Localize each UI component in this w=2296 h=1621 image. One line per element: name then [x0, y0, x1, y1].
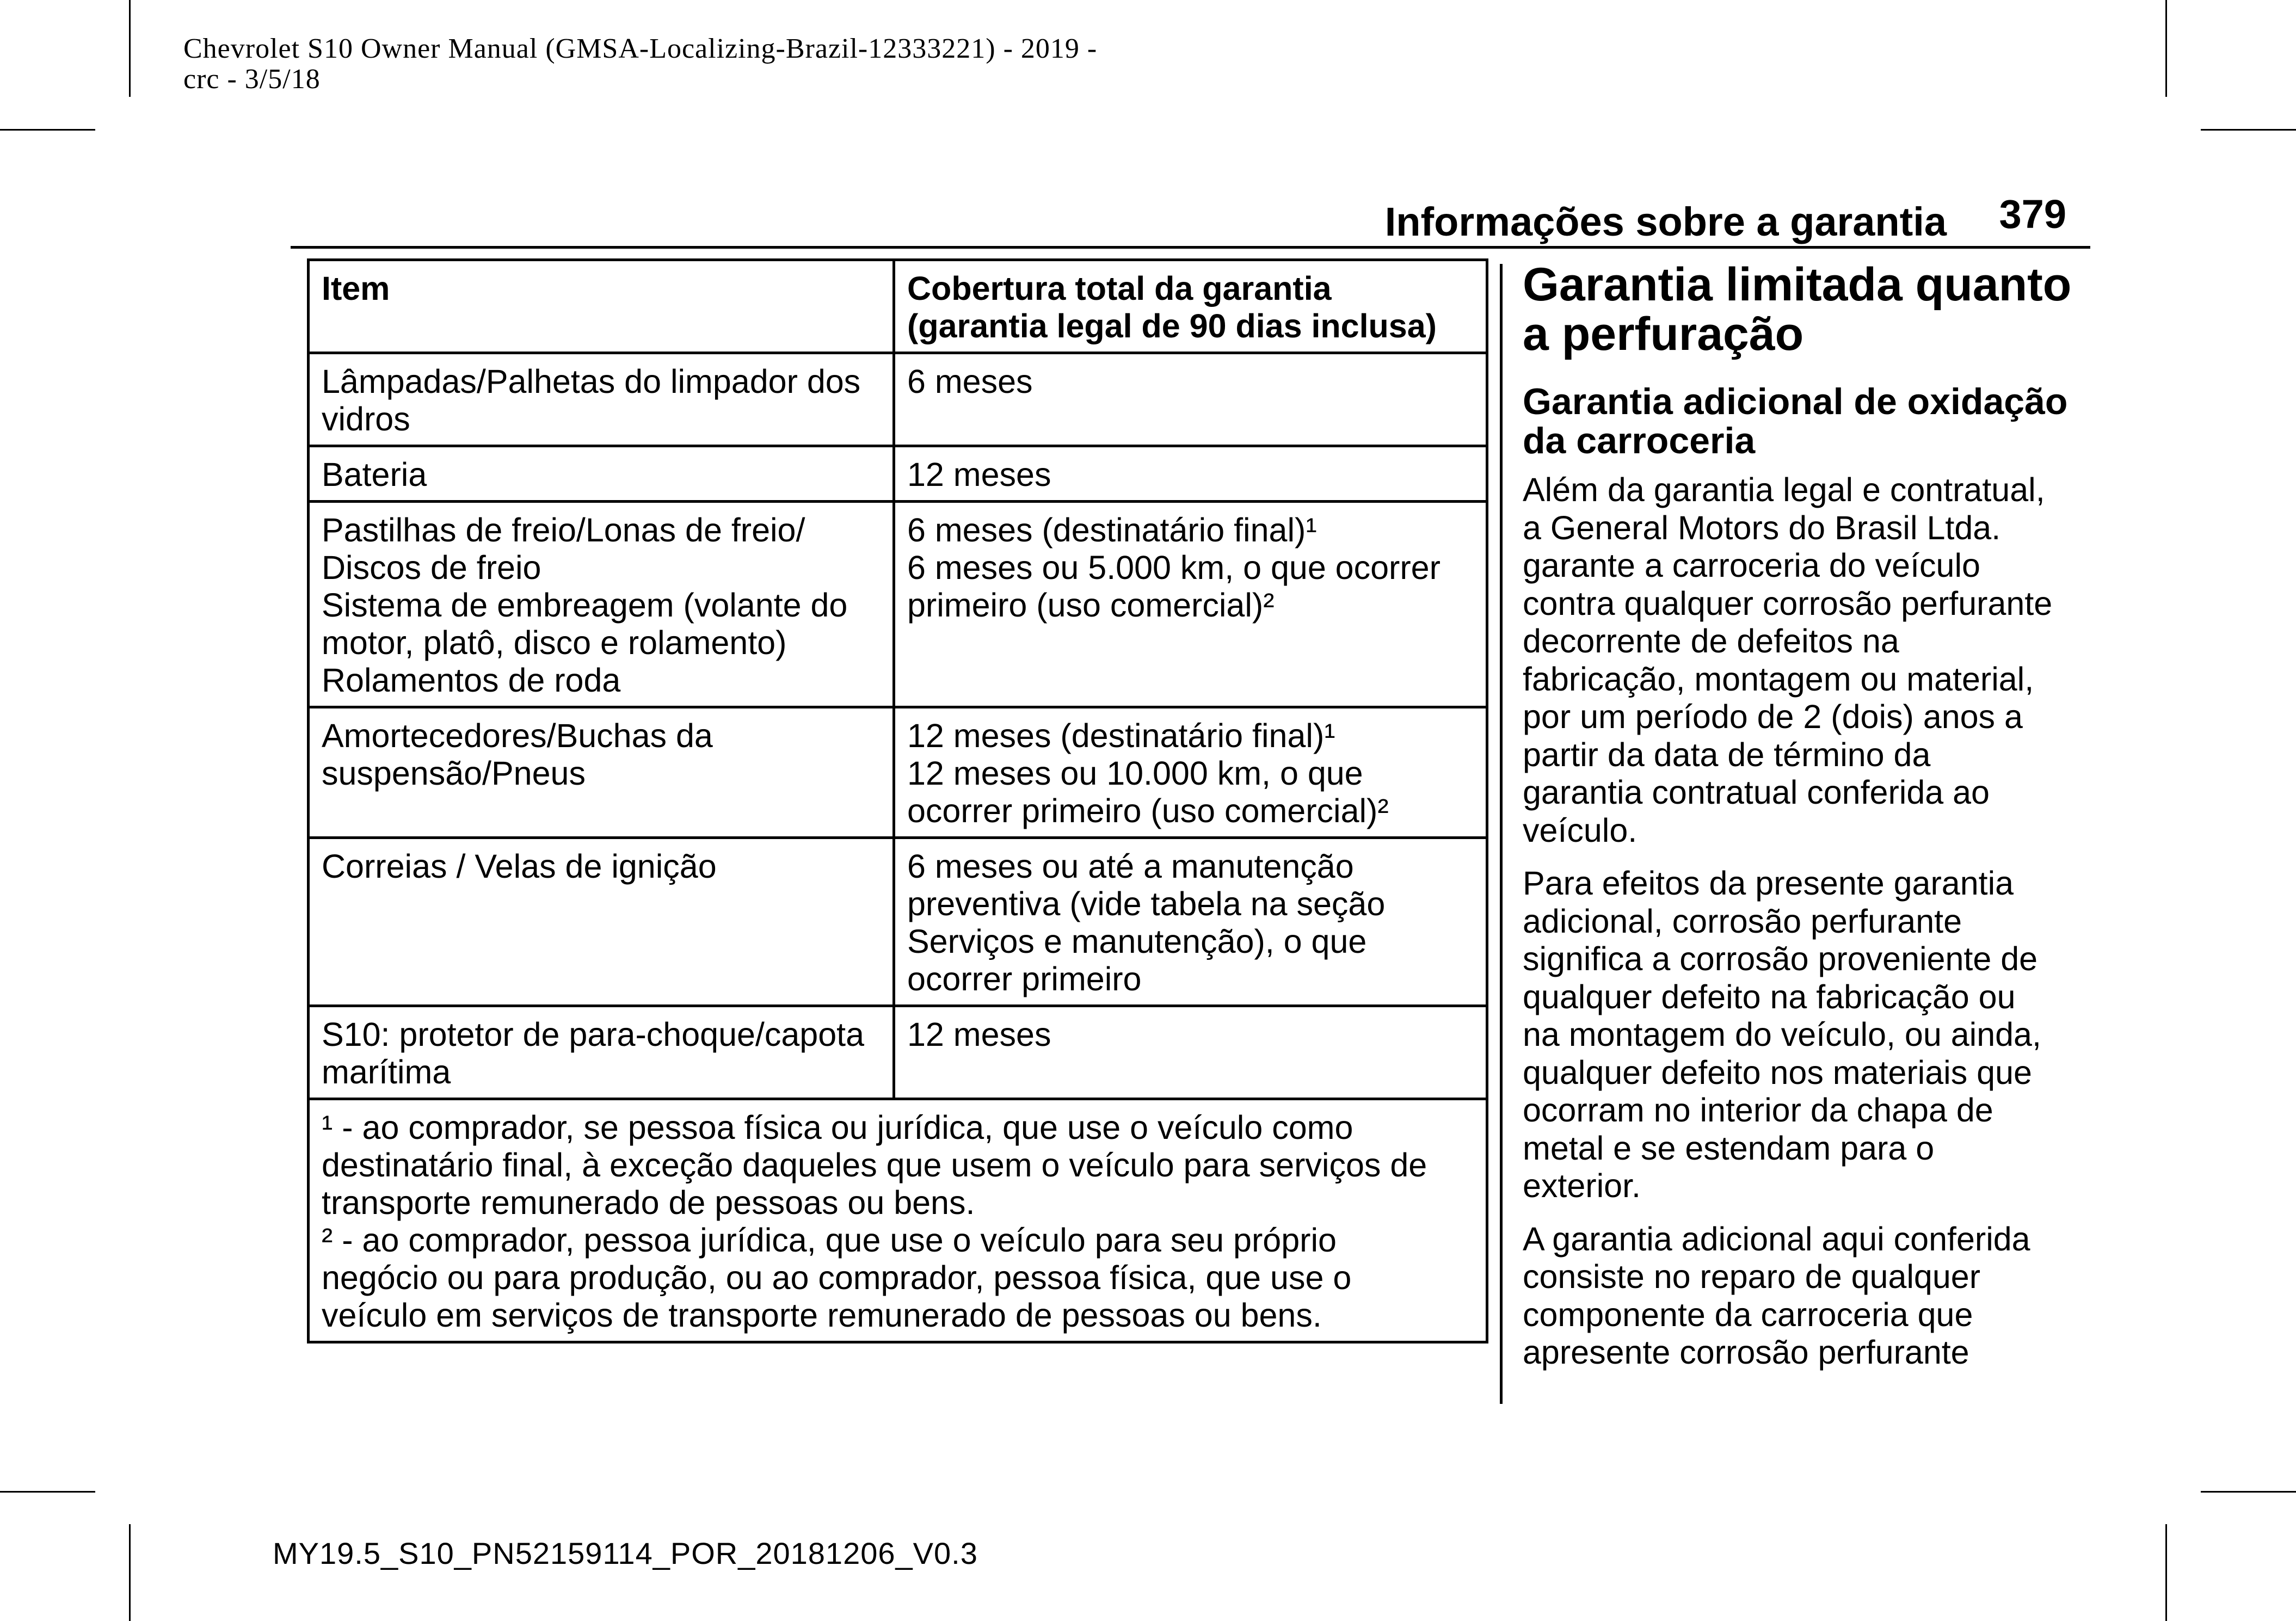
- paragraph: A garantia adicional aqui conferida consiste no reparo de qualquer componente da carroceria que apresente corrosão perfurante: [1523, 1220, 2030, 1371]
- header-coverage-line: (garantia legal de 90 dias inclusa): [907, 307, 1437, 344]
- coverage-cell: 6 meses (destinatário final)¹ 6 meses ou 5.000 km, o que ocorrer primeiro (uso comercial)²: [894, 502, 1487, 707]
- table-row: [309, 838, 1487, 1006]
- paragraph: Além da garantia legal e contratual, a General Motors do Brasil Ltda. garante a carroceria do veículo contra qualquer corrosão perfurante decorrente de defeitos na fabricação, montagem ou material, por um período de 2 (dois) anos a partir da data de término da garantia contratual conferida ao veículo.: [1523, 471, 2053, 849]
- table-row: [309, 353, 1487, 446]
- paragraph: Para efeitos da presente garantia adicional, corrosão perfurante significa a corrosão proveniente de qualquer defeito na fabricação ou na montagem do veículo, ou ainda, qualquer defeito nos materiais que ocorram no interior da chapa de metal e se estendam para o exterior.: [1523, 865, 2041, 1204]
- item-cell: Pastilhas de freio/Lonas de freio/ Discos de freio Sistema de embreagem (volante do motor, platô, disco e rolamento) Rolamentos de roda: [309, 502, 894, 707]
- crop-mark: [2165, 0, 2167, 97]
- page-number: 379: [1999, 192, 2066, 237]
- table-row: [309, 502, 1487, 707]
- footnote-line: veículo em serviços de transporte remunerado de pessoas ou bens.: [322, 1297, 1322, 1334]
- coverage-cell: 12 meses (destinatário final)¹ 12 meses ou 10.000 km, o que ocorrer primeiro (uso comercial)²: [894, 707, 1487, 838]
- footnotes-cell: [309, 1099, 1487, 1342]
- crop-mark: [2165, 1524, 2167, 1621]
- section-title: Garantia limitada quanto a perfuração: [1523, 258, 2072, 360]
- crop-mark: [2201, 129, 2296, 131]
- running-head-title: Informações sobre a garantia: [1384, 199, 1947, 244]
- item-cell: Lâmpadas/Palhetas do limpador dos vidros: [309, 353, 894, 446]
- header-coverage-line: Cobertura total da garantia: [907, 270, 1332, 307]
- subsection-title: Garantia adicional de oxidação da carroceria: [1523, 381, 2068, 461]
- header-coverage: [894, 260, 1487, 353]
- warranty-table: [307, 258, 1488, 1343]
- coverage-cell: 12 meses: [894, 446, 1487, 502]
- print-header: [183, 34, 1097, 95]
- table-row: [309, 1006, 1487, 1099]
- print-header-line: Chevrolet S10 Owner Manual (GMSA-Localizing-Brazil-12333221) - 2019 -: [183, 33, 1098, 64]
- coverage-cell: 6 meses ou até a manutenção preventiva (vide tabela na seção Serviços e manutenção), o que ocorrer primeiro: [894, 838, 1487, 1006]
- table-footnotes-row: [309, 1099, 1487, 1342]
- crop-mark: [0, 1491, 95, 1493]
- running-head: [291, 192, 2090, 249]
- column-divider: [1500, 264, 1503, 1404]
- crop-mark: [129, 1524, 131, 1621]
- item-cell: Correias / Velas de ignição: [309, 838, 894, 1006]
- footnote-line: destinatário final, à exceção daqueles que usem o veículo para serviços de: [322, 1147, 1427, 1184]
- item-cell: S10: protetor de para-choque/capota marítima: [309, 1006, 894, 1099]
- print-header-line: crc - 3/5/18: [183, 64, 321, 95]
- footnote-line: negócio ou para produção, ou ao comprador, pessoa física, que use o: [322, 1259, 1352, 1296]
- print-footer: MY19.5_S10_PN52159114_POR_20181206_V0.3: [273, 1536, 978, 1570]
- crop-mark: [2201, 1491, 2296, 1493]
- table-row: [309, 446, 1487, 502]
- table-row: [309, 707, 1487, 838]
- footnote-line: ² - ao comprador, pessoa jurídica, que use o veículo para seu próprio: [322, 1222, 1337, 1259]
- crop-mark: [129, 0, 131, 97]
- crop-mark: [0, 129, 95, 131]
- header-item: Item: [309, 260, 894, 353]
- coverage-cell: 12 meses: [894, 1006, 1487, 1099]
- right-column: [1523, 260, 2094, 1372]
- footnote-line: ¹ - ao comprador, se pessoa física ou jurídica, que use o veículo como: [322, 1109, 1353, 1146]
- footnote-line: transporte remunerado de pessoas ou bens.: [322, 1184, 975, 1221]
- coverage-cell: 6 meses: [894, 353, 1487, 446]
- table-header-row: [309, 260, 1487, 353]
- item-cell: Amortecedores/Buchas da suspensão/Pneus: [309, 707, 894, 838]
- item-cell: Bateria: [309, 446, 894, 502]
